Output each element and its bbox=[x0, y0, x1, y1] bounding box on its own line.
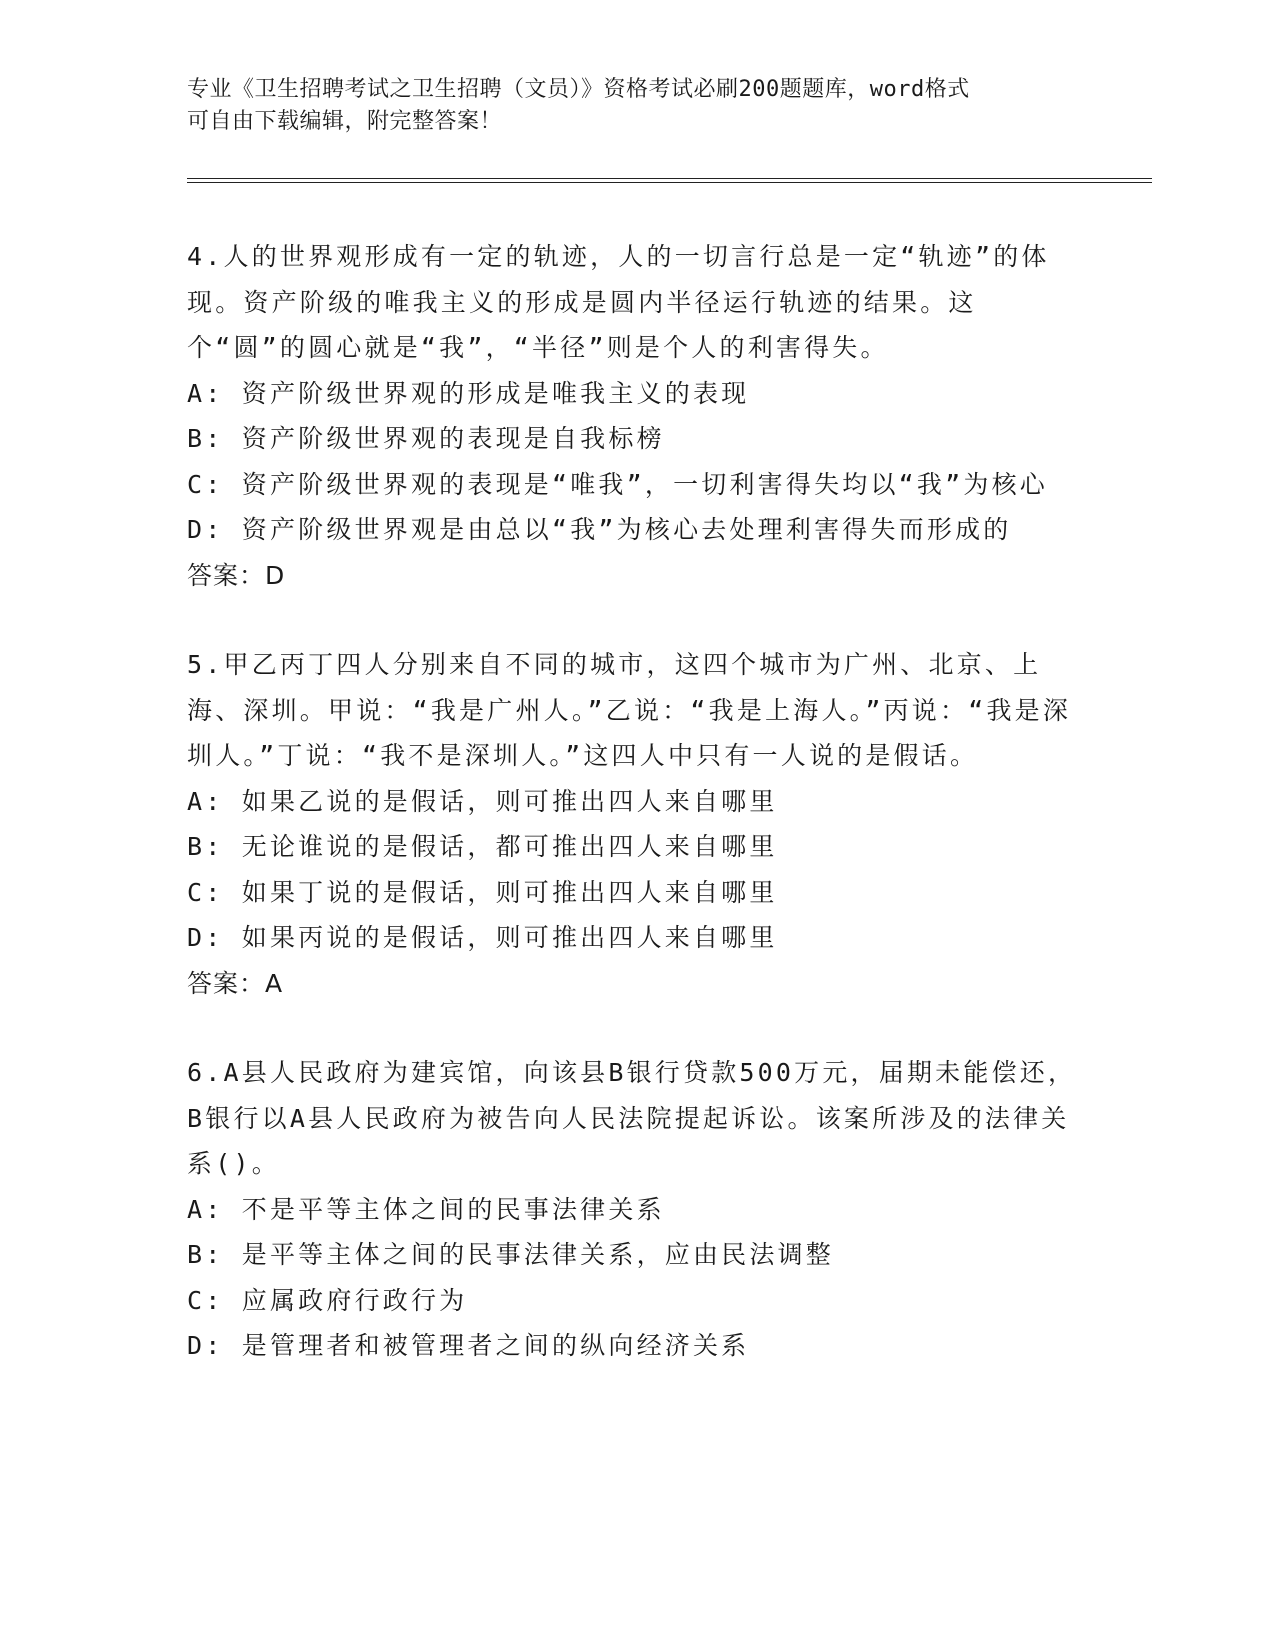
option-key: D: bbox=[187, 1331, 224, 1360]
option-b bbox=[187, 824, 1087, 870]
option-key: A: bbox=[187, 786, 224, 816]
option-text: 无论谁说的是假话，都可推出四人来自哪里 bbox=[241, 832, 778, 861]
question-5 bbox=[187, 642, 1087, 1006]
header-line-2: 可自由下载编辑，附完整答案！ bbox=[187, 109, 503, 134]
option-text: 是平等主体之间的民事法律关系，应由民法调整 bbox=[241, 1240, 834, 1269]
option-c bbox=[187, 870, 1087, 916]
header-divider bbox=[187, 178, 1152, 183]
option-key: D: bbox=[187, 515, 224, 544]
option-key: B: bbox=[187, 832, 224, 861]
option-key: C: bbox=[187, 469, 224, 499]
option-text: 资产阶级世界观的形成是唯我主义的表现 bbox=[241, 378, 750, 408]
answer-label: 答案：A bbox=[187, 968, 284, 998]
option-key: A: bbox=[187, 378, 224, 408]
option-b bbox=[187, 1232, 1087, 1278]
option-b bbox=[187, 416, 1087, 462]
option-text: 如果丙说的是假话，则可推出四人来自哪里 bbox=[241, 923, 778, 952]
option-key: A: bbox=[187, 1194, 224, 1224]
option-d bbox=[187, 1323, 1087, 1369]
question-stem: 5.甲乙丙丁四人分别来自不同的城市，这四个城市为广州、北京、上海、深圳。甲说：“我是广州人。”乙说：“我是上海人。”丙说：“我是深圳人。”丁说：“我不是深圳人。”这四人中只有一人说的是假话。 bbox=[187, 650, 1072, 770]
header-line-1: 专业《卫生招聘考试之卫生招聘（文员）》资格考试必刷200题题库，word格式 bbox=[187, 77, 970, 102]
question-list bbox=[187, 234, 1087, 1413]
option-text: 不是平等主体之间的民事法律关系 bbox=[241, 1194, 665, 1224]
question-stem: 4.人的世界观形成有一定的轨迹，人的一切言行总是一定“轨迹”的体现。资产阶级的唯我主义的形成是圆内半径运行轨迹的结果。这个“圆”的圆心就是“我”，“半径”则是个人的利害得失。 bbox=[187, 242, 1050, 362]
option-text: 资产阶级世界观的表现是自我标榜 bbox=[241, 424, 665, 453]
option-d bbox=[187, 915, 1087, 961]
option-text: 资产阶级世界观是由总以“我”为核心去处理利害得失而形成的 bbox=[241, 515, 1012, 544]
option-a bbox=[187, 779, 1087, 825]
option-key: B: bbox=[187, 1240, 224, 1269]
page-header bbox=[187, 74, 1067, 138]
option-c bbox=[187, 462, 1087, 508]
option-key: C: bbox=[187, 877, 224, 907]
question-4 bbox=[187, 234, 1087, 598]
option-key: B: bbox=[187, 424, 224, 453]
question-6 bbox=[187, 1050, 1087, 1369]
option-key: D: bbox=[187, 923, 224, 952]
option-text: 是管理者和被管理者之间的纵向经济关系 bbox=[241, 1331, 750, 1360]
option-a bbox=[187, 371, 1087, 417]
answer-label: 答案：D bbox=[187, 560, 286, 590]
option-text: 资产阶级世界观的表现是“唯我”，一切利害得失均以“我”为核心 bbox=[241, 469, 1048, 499]
option-c bbox=[187, 1278, 1087, 1324]
option-text: 如果乙说的是假话，则可推出四人来自哪里 bbox=[241, 786, 778, 816]
question-stem: 6.A县人民政府为建宾馆，向该县B银行贷款500万元，届期未能偿还，B银行以A县人民政府为被告向人民法院提起诉讼。该案所涉及的法律关系()。 bbox=[187, 1058, 1077, 1178]
option-key: C: bbox=[187, 1285, 224, 1315]
option-text: 应属政府行政行为 bbox=[241, 1285, 468, 1315]
option-text: 如果丁说的是假话，则可推出四人来自哪里 bbox=[241, 877, 778, 907]
option-d bbox=[187, 507, 1087, 553]
option-a bbox=[187, 1187, 1087, 1233]
